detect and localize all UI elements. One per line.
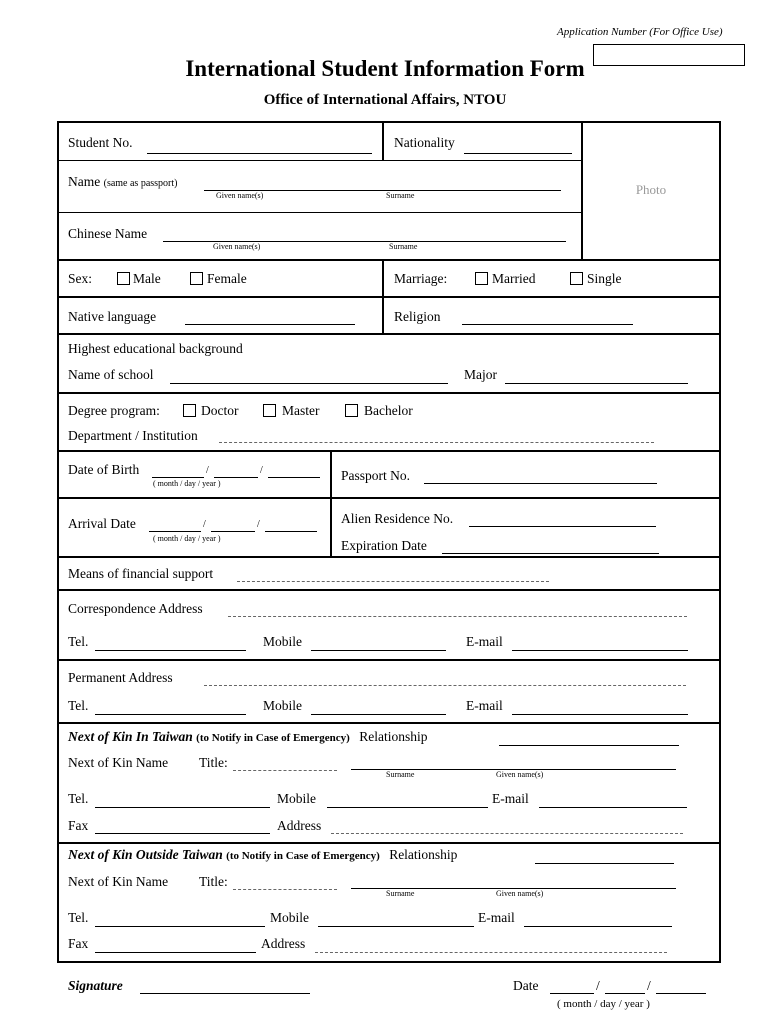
bachelor-label: Bachelor [364,403,413,418]
single-checkbox[interactable] [570,272,583,285]
kin-taiwan-email-field[interactable] [539,807,687,808]
kin-taiwan-surname-caption: Surname [386,770,415,779]
kin-taiwan-relationship-label: Relationship [359,729,428,744]
corr-tel-label: Tel. [68,634,89,649]
kin-taiwan-mobile-label: Mobile [277,791,316,806]
kin-taiwan-email-label: E-mail [492,791,529,806]
photo-area[interactable]: Photo [635,182,667,197]
kin-taiwan-name-label: Next of Kin Name [68,755,169,770]
married-checkbox[interactable] [475,272,488,285]
name-label-text: Name [68,174,101,189]
bachelor-checkbox[interactable] [345,404,358,417]
signature-label: Signature [68,978,123,993]
kin-outside-title-label: Title: [199,874,228,889]
kin-outside-title: Next of Kin Outside Taiwan [68,847,223,862]
correspondence-field[interactable] [228,616,687,617]
student-no-field[interactable] [147,153,372,154]
kin-taiwan-title-field[interactable] [233,770,337,771]
alien-residence-field[interactable] [469,526,656,527]
perm-tel-label: Tel. [68,698,89,713]
kin-outside-tel-field[interactable] [95,926,265,927]
kin-taiwan-address-label: Address [277,818,322,833]
kin-taiwan-title-label: Title: [199,755,228,770]
correspondence-label: Correspondence Address [68,601,203,616]
kin-taiwan-address-field[interactable] [331,833,683,834]
kin-outside-fax-field[interactable] [95,952,256,953]
perm-email-field[interactable] [512,714,688,715]
name-label [68,174,177,190]
expiration-label: Expiration Date [341,538,427,553]
kin-outside-tel-label: Tel. [68,910,89,925]
passport-label: Passport No. [341,468,411,483]
department-label: Department / Institution [68,428,198,443]
school-field[interactable] [170,383,448,384]
kin-outside-heading [68,847,457,863]
doctor-checkbox[interactable] [183,404,196,417]
kin-outside-email-field[interactable] [524,926,672,927]
dob-label: Date of Birth [68,462,140,477]
kin-outside-title-field[interactable] [233,889,337,890]
kin-taiwan-tel-label: Tel. [68,791,89,806]
marriage-label: Marriage: [394,271,448,286]
date-day-field[interactable] [605,993,645,994]
corr-email-label: E-mail [466,634,503,649]
date-year-field[interactable] [656,993,706,994]
kin-outside-note: (to Notify in Case of Emergency) [226,850,380,862]
corr-mobile-field[interactable] [311,650,446,651]
financial-support-label: Means of financial support [68,566,214,581]
education-heading: Highest educational background [68,341,243,356]
kin-outside-address-label: Address [261,936,306,951]
arrival-year-field[interactable] [265,531,317,532]
student-no-label: Student No. [68,135,133,150]
religion-label: Religion [394,309,441,324]
native-language-field[interactable] [185,324,355,325]
kin-outside-relationship-field[interactable] [535,863,674,864]
nationality-field[interactable] [464,153,572,154]
chinese-name-label: Chinese Name [68,226,148,241]
chinese-given-caption: Given name(s) [213,242,261,251]
native-language-label: Native language [68,309,157,324]
arrival-month-field[interactable] [149,531,201,532]
perm-mobile-field[interactable] [311,714,446,715]
kin-taiwan-given-caption: Given name(s) [496,770,544,779]
dob-day-field[interactable] [214,477,258,478]
kin-taiwan-fax-field[interactable] [95,833,270,834]
chinese-surname-caption: Surname [389,242,418,251]
corr-email-field[interactable] [512,650,688,651]
dob-month-field[interactable] [152,477,204,478]
degree-label: Degree program: [68,403,160,418]
arrival-label: Arrival Date [68,516,136,531]
perm-email-label: E-mail [466,698,503,713]
expiration-field[interactable] [442,553,659,554]
major-label: Major [464,367,497,382]
kin-outside-email-label: E-mail [478,910,515,925]
department-field[interactable] [219,442,654,443]
married-label: Married [492,271,536,286]
alien-residence-label: Alien Residence No. [341,511,454,526]
kin-taiwan-heading [68,729,427,745]
kin-outside-mobile-label: Mobile [270,910,309,925]
financial-support-field[interactable] [237,581,549,582]
permanent-label: Permanent Address [68,670,173,685]
kin-taiwan-mobile-field[interactable] [327,807,488,808]
date-format-caption: ( month / day / year ) [557,998,650,1010]
arrival-day-field[interactable] [211,531,255,532]
kin-taiwan-relationship-field[interactable] [499,745,679,746]
dob-year-field[interactable] [268,477,320,478]
form-title: International Student Information Form [185,56,585,81]
male-checkbox[interactable] [117,272,130,285]
corr-mobile-label: Mobile [263,634,302,649]
kin-outside-surname-caption: Surname [386,889,415,898]
kin-outside-name-label: Next of Kin Name [68,874,169,889]
kin-taiwan-title: Next of Kin In Taiwan [68,729,193,744]
passport-field[interactable] [424,483,657,484]
permanent-field[interactable] [204,685,686,686]
kin-outside-fax-label: Fax [68,936,89,951]
sex-label: Sex: [68,271,93,286]
office-use-label: Application Number (For Office Use) [557,26,723,38]
kin-outside-address-field[interactable] [315,952,667,953]
master-checkbox[interactable] [263,404,276,417]
name-surname-caption: Surname [386,191,415,200]
date-label: Date [513,978,539,993]
kin-taiwan-note: (to Notify in Case of Emergency) [196,732,350,744]
kin-outside-relationship-label: Relationship [389,847,458,862]
female-label: Female [207,271,247,286]
name-note: (same as passport) [103,178,178,189]
kin-outside-mobile-field[interactable] [318,926,474,927]
major-field[interactable] [505,383,688,384]
kin-taiwan-tel-field[interactable] [95,807,270,808]
arrival-format-caption: ( month / day / year ) [153,534,221,543]
kin-outside-given-caption: Given name(s) [496,889,544,898]
male-label: Male [133,271,161,286]
date-month-field[interactable] [550,993,594,994]
kin-taiwan-fax-label: Fax [68,818,89,833]
perm-tel-field[interactable] [95,714,246,715]
doctor-label: Doctor [201,403,239,418]
female-checkbox[interactable] [190,272,203,285]
corr-tel-field[interactable] [95,650,246,651]
religion-field[interactable] [462,324,633,325]
master-label: Master [282,403,320,418]
perm-mobile-label: Mobile [263,698,302,713]
single-label: Single [587,271,622,286]
name-given-caption: Given name(s) [216,191,264,200]
school-label: Name of school [68,367,154,382]
nationality-label: Nationality [394,135,455,150]
signature-field[interactable] [140,993,310,994]
dob-format-caption: ( month / day / year ) [153,479,221,488]
form-subtitle: Office of International Affairs, NTOU [263,92,507,108]
